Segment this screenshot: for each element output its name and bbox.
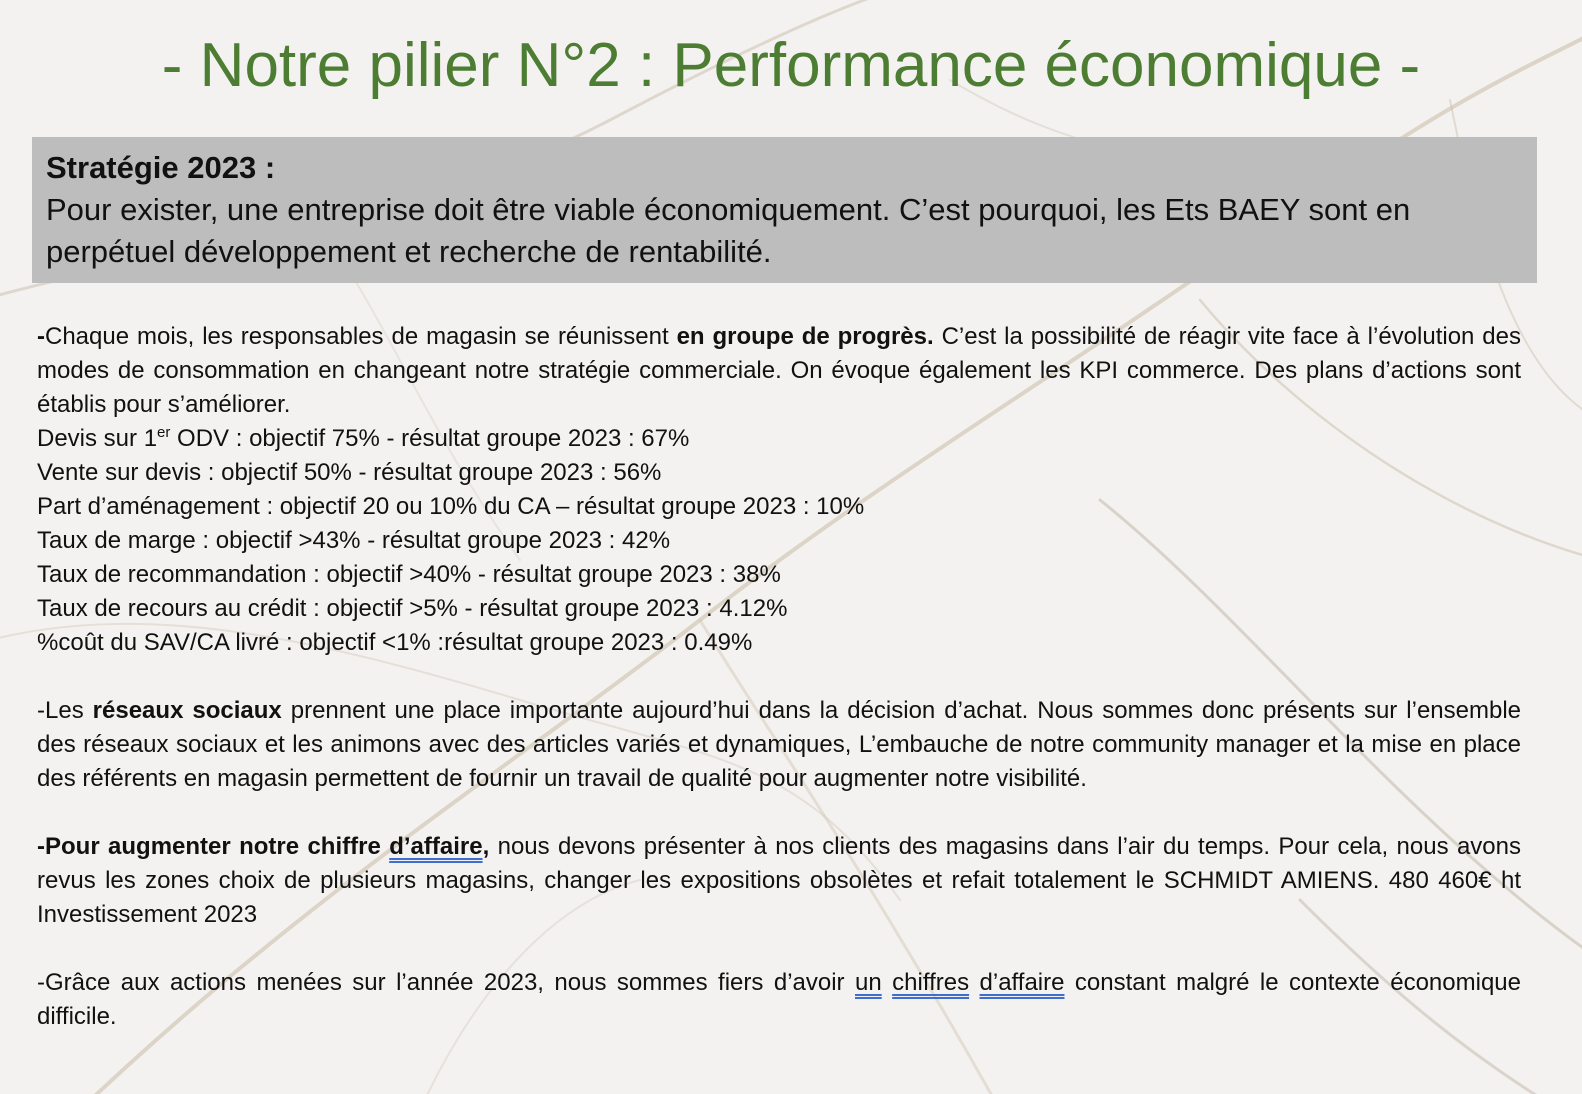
underlined-text: chiffres <box>892 969 970 996</box>
kpi-line <box>37 422 1521 456</box>
spacer <box>37 932 1521 966</box>
kpi-line: Taux de recours au crédit : objectif >5% - résultat groupe 2023 : 4.12% <box>37 595 788 622</box>
kpi-line: Taux de recommandation : objectif >40% - résultat groupe 2023 : 38% <box>37 561 781 588</box>
bold-underlined-text: d’affaire <box>389 833 483 860</box>
bold-text: en groupe de progrès. <box>676 323 934 350</box>
body-text <box>37 320 1521 1034</box>
text: C’est la possibilité de réagir vite face à l’évolution des modes de consommation en changeant notre stratégie commerciale. On évoque également les KPI commerce. Des plans d’actions sont établis pour s’améliorer. <box>37 323 1522 418</box>
text: prennent une place importante aujourd’hui dans la décision d’achat. Nous sommes donc présents sur l’ensemble des réseaux sociaux et les animons avec des articles variés et dynamiques, L’embauche de notre community manager et la mise en place des référents en magasin permettent de fournir un travail de qualité pour augmenter notre visibilité. <box>37 697 1522 792</box>
paragraph-progress-group <box>37 320 1521 422</box>
text: -Grâce aux actions menées sur l’année 2023, nous sommes fiers d’avoir <box>37 969 855 996</box>
paragraph-social-networks <box>37 694 1521 796</box>
spacer <box>37 796 1521 830</box>
page-title: - Notre pilier N°2 : Performance économique - <box>161 31 1421 100</box>
kpi-superscript: er <box>157 424 171 441</box>
kpi-line: %coût du SAV/CA livré : objectif <1% :résultat groupe 2023 : 0.49% <box>37 629 753 656</box>
spacer <box>37 660 1521 694</box>
bold-text: -Pour augmenter notre chiffre <box>37 833 390 860</box>
strategy-text: Pour exister, une entreprise doit être viable économiquement. C’est pourquoi, les Ets BAEY sont en perpétuel développement et recherche de rentabilité. <box>46 192 1411 269</box>
kpi-text: ODV : objectif 75% - résultat groupe 2023 : 67% <box>170 425 690 452</box>
underlined-text: un <box>855 969 882 996</box>
text: constant malgré le contexte économique difficile. <box>37 969 1521 1030</box>
paragraph-conclusion <box>37 966 1521 1034</box>
text: Chaque mois, les responsables de magasin se réunissent <box>45 323 677 350</box>
paragraph-revenue <box>37 830 1521 932</box>
text: nous devons présenter à nos clients des magasins dans l’air du temps. Pour cela, nous avons revus les zones choix de plusieurs magasins, changer les expositions obsolètes et refait totalement le SCHMIDT AMIENS. 480 460€ ht Investissement 2023 <box>37 833 1522 928</box>
kpi-line: Taux de marge : objectif >43% - résultat groupe 2023 : 42% <box>37 527 671 554</box>
strategy-heading: Stratégie 2023 : <box>46 150 276 185</box>
bold-text: réseaux sociaux <box>92 697 282 724</box>
kpi-line: Part d’aménagement : objectif 20 ou 10% du CA – résultat groupe 2023 : 10% <box>37 493 865 520</box>
text: -Les <box>37 697 93 724</box>
kpi-line: Vente sur devis : objectif 50% - résultat groupe 2023 : 56% <box>37 459 662 486</box>
dash: - <box>37 323 45 350</box>
kpi-text: Devis sur 1 <box>37 425 158 452</box>
bold-text: , <box>482 833 490 860</box>
underlined-text: d’affaire <box>979 969 1065 996</box>
strategy-box <box>32 137 1537 283</box>
